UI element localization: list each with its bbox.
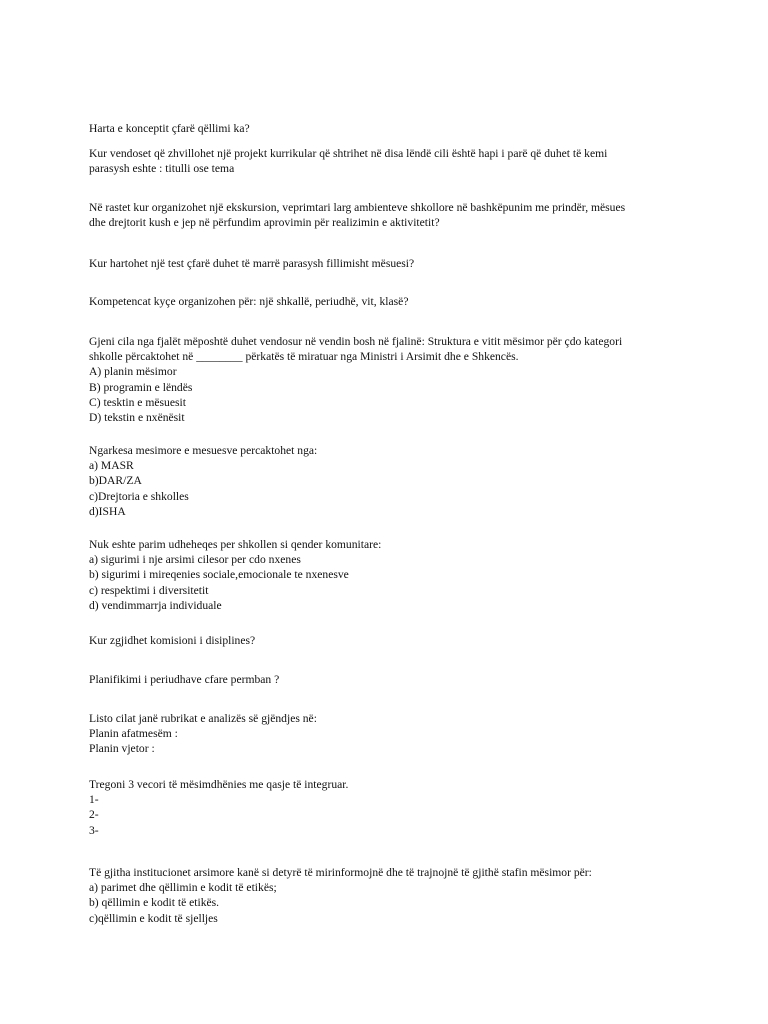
question-text: Nuk eshte parim udheheqes per shkollen si qender komunitare:: [89, 538, 382, 551]
question-text: Tregoni 3 vecori të mësimdhënies me qasje të integruar.: [89, 778, 349, 791]
question-text-line-1: Në rastet kur organizohet një ekskursion, veprimtari larg ambienteve shkollore në bashkëpunim me prindër, mësues: [89, 201, 626, 214]
question-text: Ngarkesa mesimore e mesuesve percaktohet nga:: [89, 444, 318, 457]
question-text: Të gjitha institucionet arsimore kanë si detyrë të mirinformojnë dhe të trajnojnë të gjithë stafin mësimor për:: [89, 866, 592, 879]
question-school-year-structure: [89, 334, 686, 425]
question-text: Listo cilat janë rubrikat e analizës së gjëndjes në:: [89, 712, 317, 725]
question-community-school: [89, 537, 686, 613]
question-test: [89, 256, 686, 271]
answer-item: 3-: [89, 823, 99, 837]
answer-option: c)Drejtoria e shkolles: [89, 489, 189, 503]
question-text: Kur zgjidhet komisioni i disiplines?: [89, 634, 256, 647]
question-teaching-load: [89, 443, 686, 519]
answer-option: a) parimet dhe qëllimin e kodit të etikës;: [89, 881, 277, 895]
question-text-line-2: shkolle përcaktohet në ________ përkatës të miratuar nga Ministri i Arsimit dhe e Shkencës.: [89, 350, 519, 364]
question-curricular-project: [89, 146, 686, 176]
question-text-line-2: parasysh eshte : titulli ose tema: [89, 162, 235, 176]
question-text: Kur hartohet një test çfarë duhet të marrë parasysh fillimisht mësuesi?: [89, 257, 415, 270]
answer-item: 2-: [89, 808, 99, 822]
answer-item: 1-: [89, 793, 99, 807]
answer-option: a) MASR: [89, 459, 134, 473]
question-excursion: [89, 200, 686, 230]
answer-option: c)qëllimin e kodit të sjelljes: [89, 911, 218, 925]
answer-item: Planin vjetor :: [89, 742, 155, 756]
question-code-of-ethics: [89, 865, 686, 926]
question-concept-map: [89, 121, 686, 136]
answer-option: C) tesktin e mësuesit: [89, 395, 186, 409]
question-integrated-teaching: [89, 777, 686, 838]
answer-option: a) sigurimi i nje arsimi cilesor per cdo nxenes: [89, 553, 301, 567]
answer-option: c) respektimi i diversitetit: [89, 583, 209, 597]
question-text: Planifikimi i periudhave cfare permban ?: [89, 673, 280, 686]
question-competencies: [89, 294, 686, 309]
answer-item: Planin afatmesëm :: [89, 727, 178, 741]
question-text-line-2: dhe drejtorit kush e jep në përfundim aprovimin për realizimin e aktivitetit?: [89, 216, 440, 230]
answer-option: b) qëllimin e kodit të etikës.: [89, 896, 220, 910]
answer-option: D) tekstin e nxënësit: [89, 411, 185, 425]
answer-option: b) sigurimi i mireqenies sociale,emocionale te nxenesve: [89, 568, 349, 582]
question-text: Kompetencat kyçe organizohen për: një shkallë, periudhë, vit, klasë?: [89, 295, 409, 308]
answer-option: d) vendimmarrja individuale: [89, 598, 222, 612]
question-text: Harta e konceptit çfarë qëllimi ka?: [89, 122, 250, 135]
question-discipline-commission: [89, 633, 686, 648]
answer-option: B) programin e lëndës: [89, 380, 193, 394]
answer-option: b)DAR/ZA: [89, 474, 142, 488]
question-text-line-1: Gjeni cila nga fjalët mëposhtë duhet vendosur në vendin bosh në fjalinë: Struktura e vitit mësimor për çdo kategori: [89, 335, 623, 348]
question-situation-analysis: [89, 711, 686, 757]
answer-option: A) planin mësimor: [89, 365, 177, 379]
question-text-line-1: Kur vendoset që zhvillohet një projekt kurrikular që shtrihet në disa lëndë cili është hapi i parë që duhet të kemi: [89, 147, 608, 160]
question-period-planning: [89, 672, 686, 687]
answer-option: d)ISHA: [89, 504, 126, 518]
